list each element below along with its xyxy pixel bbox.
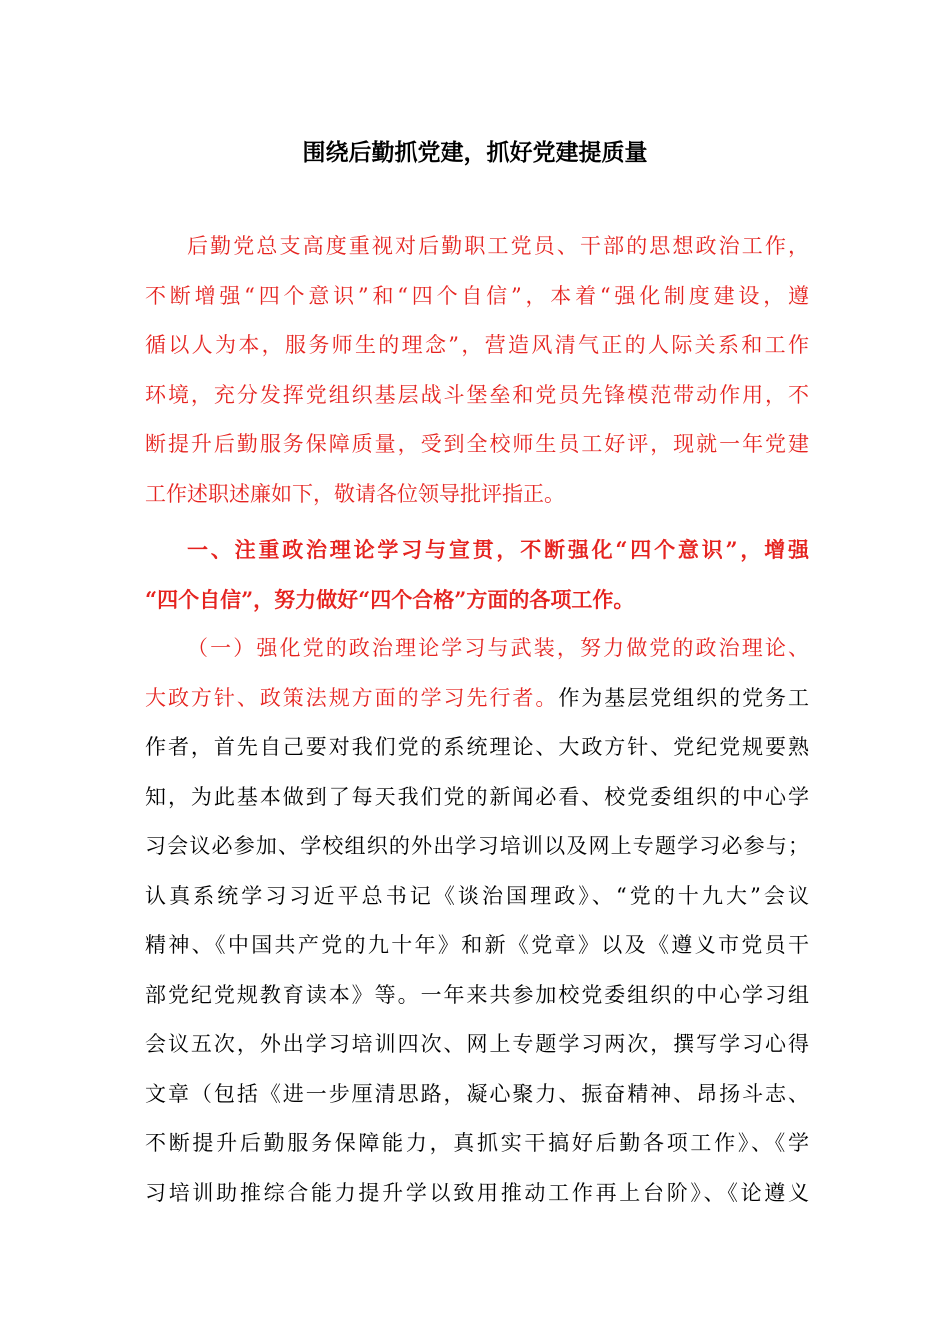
intro-line: 循以人为本，服务师生的理念”，营造风清气正的人际关系和工作 — [145, 333, 809, 357]
intro-line: 环境，充分发挥党组织基层战斗堡垒和党员先锋模范带动作用，不 — [145, 382, 809, 407]
body-line: 精神、《中国共产党的九十年》和新《党章》以及《遵义市党员干 — [145, 933, 809, 957]
intro-line: 后勤党总支高度重视对后勤职工党员、干部的思想政治工作， — [187, 234, 809, 258]
body-line: 认真系统学习习近平总书记《谈治国理政》、“党的十九大”会议 — [145, 883, 809, 908]
body-line: 作者，首先自己要对我们党的系统理论、大政方针、党纪党规要熟 — [145, 735, 809, 759]
subsection-heading-line: （一）强化党的政治理论学习与武装，努力做党的政治理论、 — [187, 636, 809, 660]
section-heading — [145, 525, 809, 624]
section-heading-line: “四个自信”，努力做好“四个合格”方面的各项工作。 — [145, 586, 635, 612]
intro-line: 断提升后勤服务保障质量，受到全校师生员工好评，现就一年党建 — [145, 432, 809, 456]
body-line: 习会议必参加、学校组织的外出学习培训以及网上专题学习必参与； — [145, 834, 809, 858]
intro-paragraph — [145, 222, 809, 519]
intro-line: 工作述职述廉如下，敬请各位领导批评指正。 — [145, 481, 565, 506]
subsection-mixed-line — [145, 674, 809, 724]
body-line: 文章（包括《进一步厘清思路，凝心聚力、振奋精神、昂扬斗志、 — [145, 1081, 809, 1106]
intro-line: 不断增强“四个意识”和“四个自信”，本着“强化制度建设，遵 — [145, 283, 809, 308]
body-line: 习培训助推综合能力提升学以致用推动工作再上台阶》、《论遵义 — [145, 1180, 809, 1205]
subsection-body-start: 作为基层党组织的党务工 — [558, 685, 810, 710]
body-line: 会议五次，外出学习培训四次、网上专题学习两次，撰写学习心得 — [145, 1032, 809, 1056]
section-heading-line: 一、注重政治理论学习与宣贯，不断强化“四个意识”，增强 — [187, 537, 809, 562]
subsection-heading-tail: 大政方针、政策法规方面的学习先行者。 — [145, 685, 559, 710]
body-line: 知，为此基本做到了每天我们党的新闻必看、校党委组织的中心学 — [145, 784, 809, 809]
body-line: 部党纪党规教育读本》等。一年来共参加校党委组织的中心学习组 — [145, 982, 809, 1007]
body-line: 不断提升后勤服务保障能力，真抓实干搞好后勤各项工作》、《学 — [145, 1131, 809, 1155]
document-title: 围绕后勤抓党建，抓好党建提质量 — [302, 139, 648, 166]
subsection-paragraph — [145, 624, 809, 1218]
